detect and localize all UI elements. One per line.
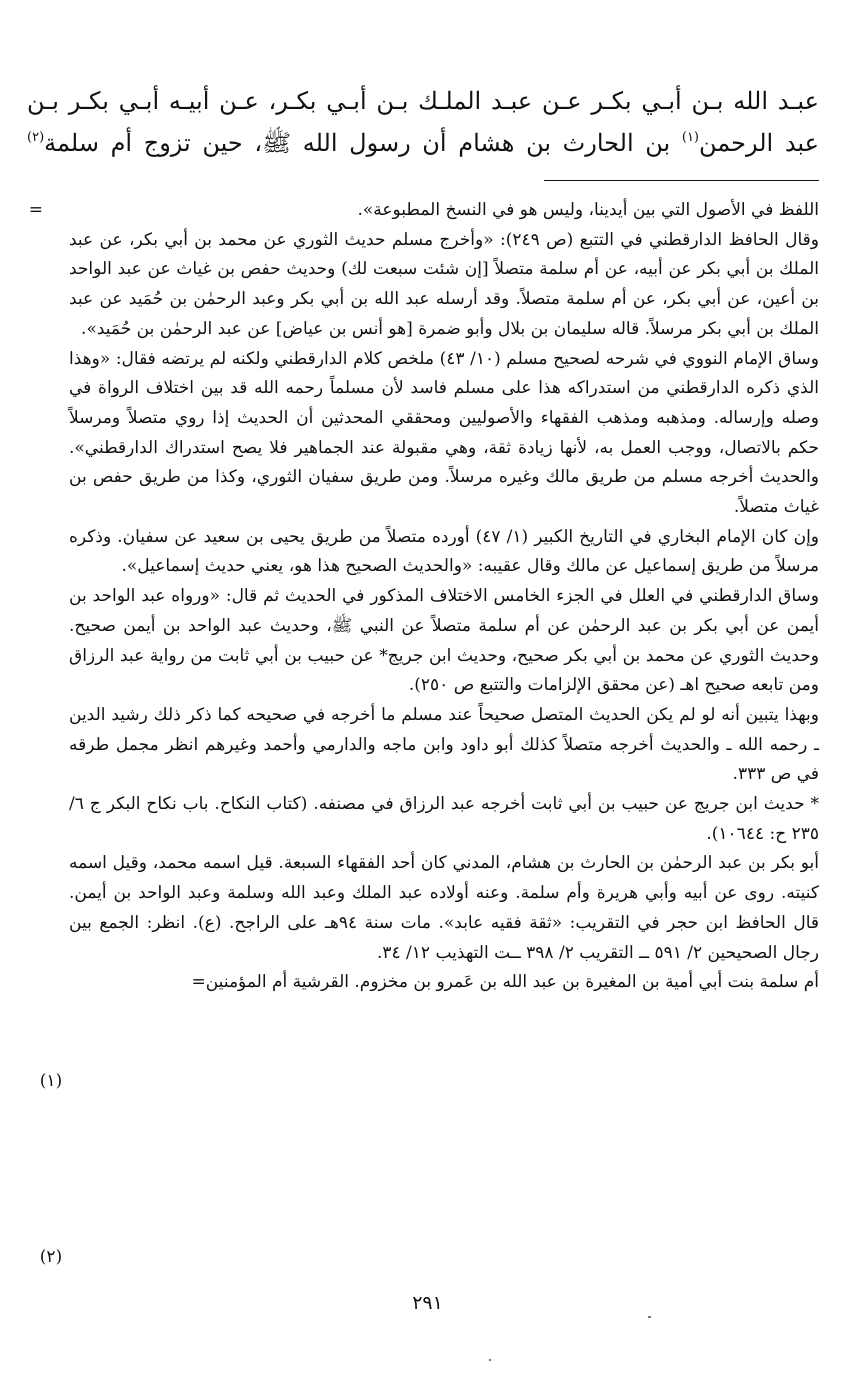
main-text-block <box>27 80 819 164</box>
footnotes-block <box>69 196 819 998</box>
continuation-mark: = <box>28 200 43 220</box>
main-text-line-2 <box>27 122 819 164</box>
footnote-1-number: (١) <box>39 1071 63 1091</box>
footnote-2-number: (٢) <box>39 1247 63 1267</box>
note-paragraph-6: وبهذا يتبين أنه لو لم يكن الحديث المتصل صحيحاً عند مسلم ما أخرجه في صحيحه كما ذكر ذلك رشيد الدين ـ رحمه الله ـ والحديث أخرجه متصلاً كذلك أبو داود وابن ماجه والدارمي وأحمد وغيرهم انظر مجمل طرقه في ص ٣٣٣. <box>69 704 819 785</box>
note-paragraph-2: وقال الحافظ الدارقطني في التتبع (ص ٢٤٩): «وأخرج مسلم حديث الثوري عن محمد بن أبي بكر، عن عبد الملك بن أبي بكر عن أبيه، عن أم سلمة متصلاً [إن شئت سبعت لك) وحديث حفص بن غياث عن عبد الواحد بن أعين، عن أبي بكر، عن أم سلمة متصلاً. وقد أرسله عبد الله بن أبي بكر وعبد الرحمٰن بن حُمَيد عن عبد الملك بن أبي بكر مرسلاً. قاله سليمان بن بلال وأبو ضمرة [هو أنس بن عياض] عن عبد الرحمٰن بن حُمَيد». <box>69 229 819 339</box>
footnote-separator <box>544 180 819 181</box>
footnote-ref-1[interactable]: (١) <box>681 130 699 145</box>
footnote-1-text: أبو بكر بن عبد الرحمٰن بن الحارث بن هشام، المدني كان أحد الفقهاء السبعة. قيل اسمه محمد، وقيل اسمه كنيته. روى عن أبيه وأبي هريرة وأم سلمة. وعنه أولاده عبد الملك وعبد الله وسلمة وعبد الواحد بن أيمن. قال الحافظ ابن حجر في التقريب: «ثقة فقيه عابد». مات سنة ٩٤هـ على الراجح. (ع). انظر: الجمع بين رجال الصحيحين ٢/ ٥٩١ ــ التقريب ٢/ ٣٩٨ ــت التهذيب ١٢/ ٣٤. <box>69 853 820 963</box>
main-text-segment: عبد الرحمن <box>699 129 819 157</box>
footnote-2-text: أم سلمة بنت أبي أمية بن المغيرة بن عبد الله بن عَمرو بن مخزوم. القرشية أم المؤمنين= <box>191 972 819 993</box>
main-text-segment: بن الحارث بن هشام أن رسول الله ﷺ، حين تزوج أم سلمة <box>44 129 682 157</box>
scan-speck <box>648 1316 651 1318</box>
note-paragraph-1: اللفظ في الأصول التي بين أيدينا، وليس هو في النسخ المطبوعة». <box>357 200 819 220</box>
note-paragraph-4: وإن كان الإمام البخاري في التاريخ الكبير (١/ ٤٧) أورده متصلاً من طريق يحيى بن سعيد عن سفيان. وذكره مرسلاً من طريق إسماعيل عن مالك وقال عقيبه: «والحديث الصحيح هذا هو، يعني حديث إسماعيل». <box>69 526 819 577</box>
footnote-ref-2[interactable]: (٢) <box>27 130 45 145</box>
note-paragraph-5: وساق الدارقطني في العلل في الجزء الخامس الاختلاف المذكور في الحديث ثم قال: «ورواه عبد الواحد بن أيمن عن أبي بكر بن عبد الرحمٰن عن أم سلمة متصلاً عن النبي ﷺ، وحديث عبد الواحد بن أيمن صحيح. وحديث الثوري عن محمد بن أبي بكر صحيح، وحديث ابن جريج* عن حبيب بن أبي ثابت من رواية عبد الرزاق ومن تابعه صحيح اهـ (عن محقق الإلزامات والتتبع ص ٢٥٠). <box>69 586 819 696</box>
note-paragraph-7: * حديث ابن جريج عن حبيب بن أبي ثابت أخرجه عبد الرزاق في مصنفه. (كتاب النكاح. باب نكاح البكر ج ٦/ ٢٣٥ ح: ١٠٦٤٤). <box>69 794 819 844</box>
note-paragraph-3: وساق الإمام النووي في شرحه لصحيح مسلم (١٠/ ٤٣) ملخص كلام الدارقطني ولكنه لم يرتضه فقال: «وهذا الذي ذكره الدارقطني من استدراكه هذا على مسلم فاسد لأن مسلماً رحمه الله قد بين اختلاف الرواة في وصله وإرساله. ومذهبه ومذهب الفقهاء والأصوليين ومحققي المحدثين أن الحديث إذا روي متصلاً ومرسلاً حكم بالاتصال، ووجب العمل به، لأنها زيادة ثقة، وهي مقبولة عند الجماهير فلا يصح استدراك الدارقطني». والحديث أخرجه مسلم من طريق مالك وغيره مرسلاً. ومن طريق سفيان الثوري، وكذا من طريق حفص بن غياث متصلاً. <box>69 348 819 518</box>
main-text-line-1: عبـد الله بـن أبـي بكـر عـن عبـد الملـك بـن أبـي بكـر، عـن أبيـه أبـي بكـر بـن <box>27 87 819 115</box>
scan-speck <box>489 1359 491 1361</box>
page-number: ٢٩١ <box>412 1292 443 1314</box>
